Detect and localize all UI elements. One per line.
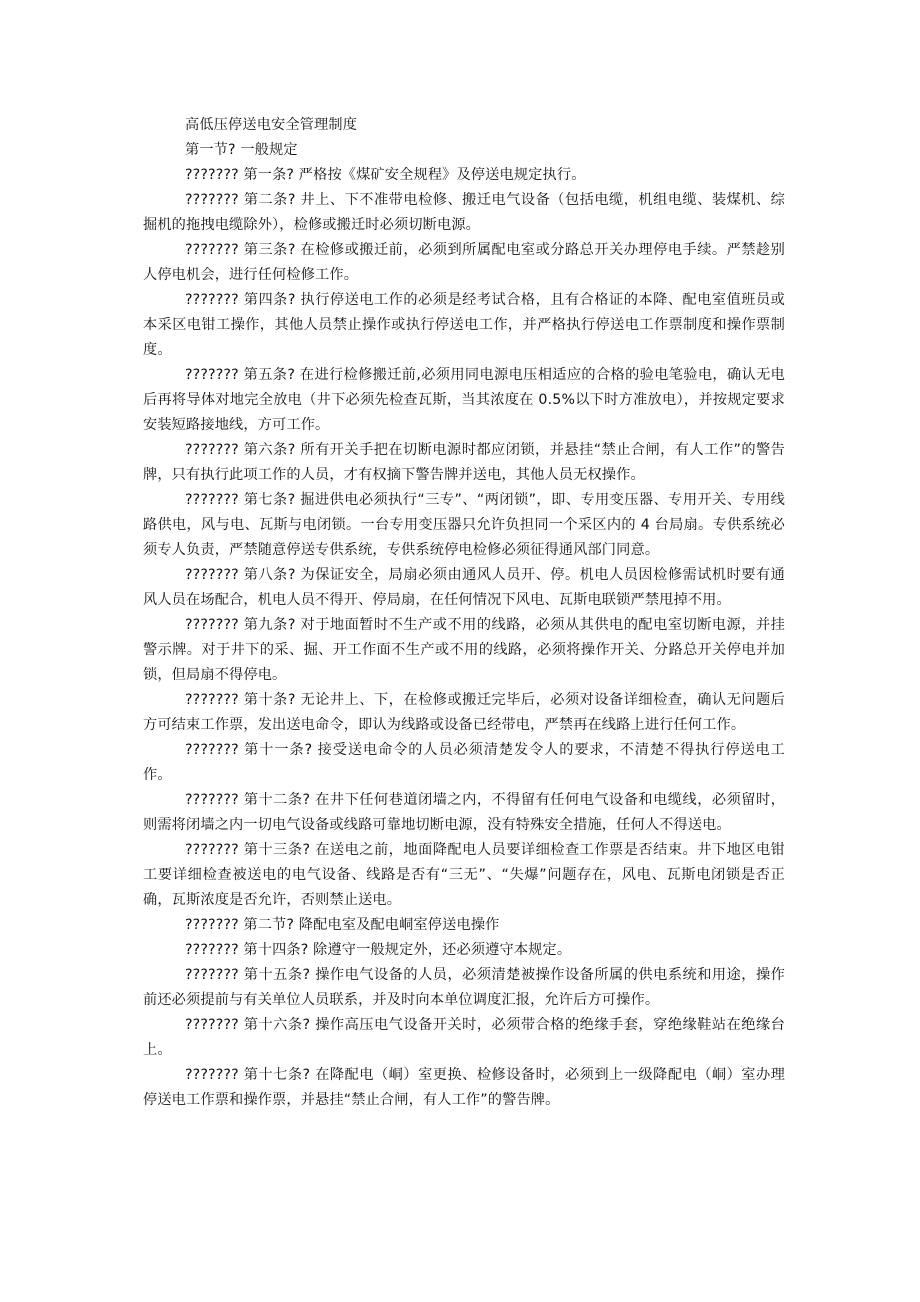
article-paragraph: ??????? 第十三条? 在送电之前，地面降配电人员要详细检查工作票是否结束。井下地区电钳工要详细检查被送电的电气设备、线路是否有“三无”、“失爆”问题存在，风电、瓦斯电闭锁是否正确，瓦斯浓度是否允许，否则禁止送电。	[143, 842, 785, 908]
document-title: 高低压停送电安全管理制度	[185, 117, 358, 133]
section-heading: ??????? 第二节? 降配电室及配电峒室停送电操作	[185, 917, 500, 933]
article-paragraph: ??????? 第十七条? 在降配电（峒）室更换、检修设备时，必须到上一级降配电（峒）室办理停送电工作票和操作票，并悬挂“禁止合闸，有人工作”的警告牌。	[143, 1067, 785, 1108]
article-paragraph: ??????? 第六条? 所有开关手把在切断电源时都应闭锁，并悬挂“禁止合闸，有人工作”的警告牌，只有执行此项工作的人员，才有权摘下警告牌并送电，其他人员无权操作。	[143, 442, 785, 483]
article-paragraph: ??????? 第一条? 严格按《煤矿安全规程》及停送电规定执行。	[185, 167, 586, 183]
article-paragraph: ??????? 第十五条? 操作电气设备的人员，必须清楚被操作设备所属的供电系统和用途，操作前还必须提前与有关单位人员联系，并及时向本单位调度汇报，允许后方可操作。	[143, 967, 785, 1008]
article-paragraph: ??????? 第十二条? 在井下任何巷道闭墙之内，不得留有任何电气设备和电缆线，必须留时，则需将闭墙之内一切电气设备或线路可靠地切断电源，没有特殊安全措施，任何人不得送电。	[143, 792, 785, 833]
article-paragraph: ??????? 第十四条? 除遵守一般规定外，还必须遵守本规定。	[185, 942, 572, 958]
article-paragraph: ??????? 第九条? 对于地面暂时不生产或不用的线路，必须从其供电的配电室切断电源，并挂警示牌。对于井下的采、掘、开工作面不生产或不用的线路，必须将操作开关、分路总开关停电并加锁，但局扇不得停电。	[143, 617, 785, 683]
article-paragraph: ??????? 第十六条? 操作高压电气设备开关时，必须带合格的绝缘手套，穿绝缘鞋站在绝缘台上。	[143, 1017, 785, 1058]
article-paragraph: ??????? 第七条? 掘进供电必须执行“三专”、“两闭锁”，即、专用变压器、专用开关、专用线路供电，风与电、瓦斯与电闭锁。一台专用变压器只允许负担同一个采区内的 4 台局扇。专供系统必须专人负责，严禁随意停送专供系统，专供系统停电检修必须征得通风部门同意。	[143, 492, 785, 558]
article-paragraph: ??????? 第二条? 井上、下不准带电检修、搬迁电气设备（包括电缆，机组电缆、装煤机、综掘机的拖拽电缆除外），检修或搬迁时必须切断电源。	[143, 192, 785, 233]
section-heading: 第一节? 一般规定	[185, 142, 298, 158]
article-paragraph: ??????? 第八条? 为保证安全，局扇必须由通风人员开、停。机电人员因检修需试机时要有通风人员在场配合，机电人员不得开、停局扇，在任何情况下风电、瓦斯电联锁严禁甩掉不用。	[143, 567, 785, 608]
article-paragraph: ??????? 第五条? 在进行检修搬迁前,必须用同电源电压相适应的合格的验电笔验电，确认无电后再将导体对地完全放电（井下必须先检查瓦斯，当其浓度在 0.5%以下时方准放电），并按规定要求安装短路接地线，方可工作。	[143, 367, 785, 433]
article-paragraph: ??????? 第十条? 无论井上、下，在检修或搬迁完毕后，必须对设备详细检查，确认无问题后方可结束工作票，发出送电命令，即认为线路或设备已经带电，严禁再在线路上进行任何工作。	[143, 692, 785, 733]
article-paragraph: ??????? 第四条? 执行停送电工作的必须是经考试合格，且有合格证的本降、配电室值班员或本采区电钳工操作，其他人员禁止操作或执行停送电工作，并严格执行停送电工作票制度和操作票制度。	[143, 292, 785, 358]
article-paragraph: ??????? 第三条? 在检修或搬迁前，必须到所属配电室或分路总开关办理停电手续。严禁趁别人停电机会，进行任何检修工作。	[143, 242, 785, 283]
article-paragraph: ??????? 第十一条? 接受送电命令的人员必须清楚发令人的要求，不清楚不得执行停送电工作。	[143, 742, 785, 783]
document-body	[143, 113, 785, 1113]
